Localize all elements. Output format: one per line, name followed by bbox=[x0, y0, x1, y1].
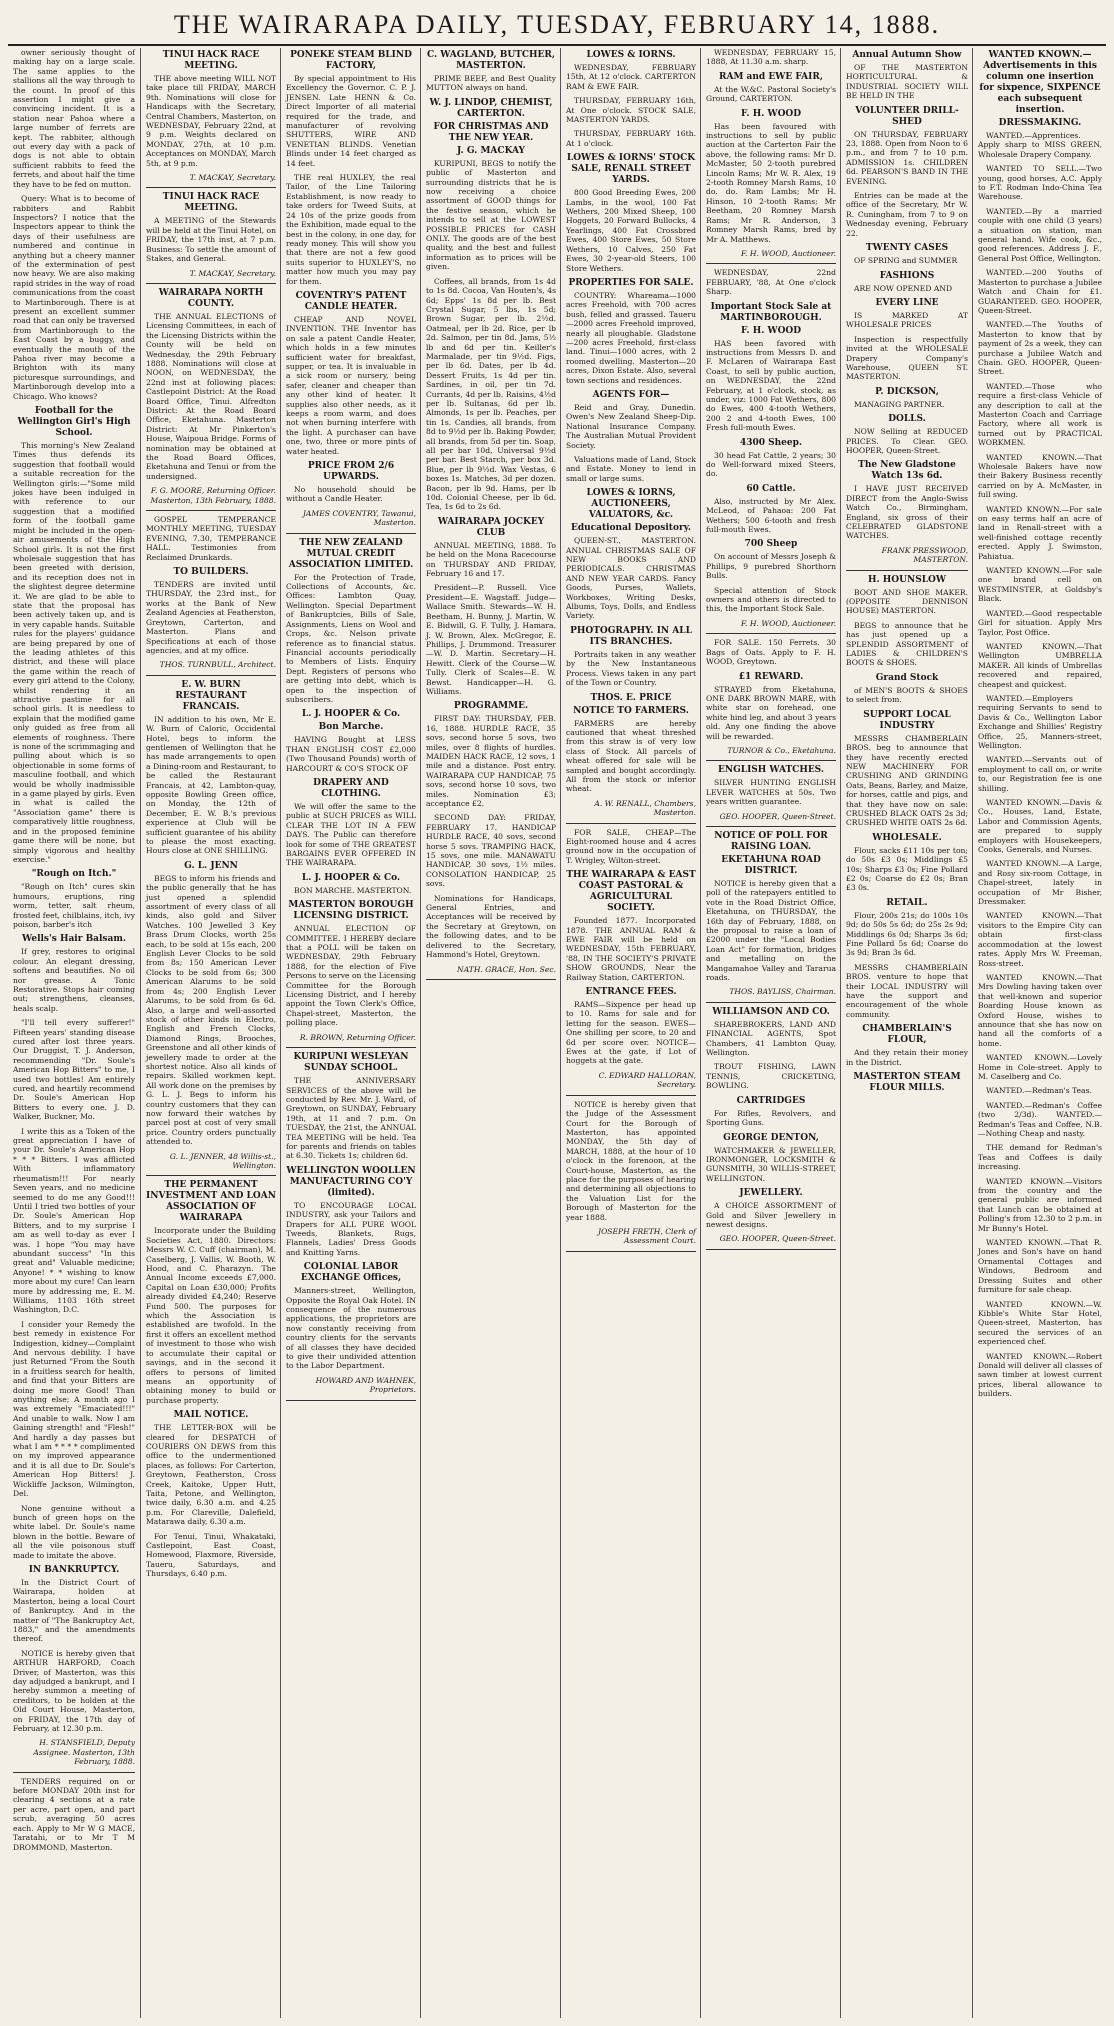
ad-heading: The New Gladstone Watch 13s 6d. bbox=[858, 460, 956, 482]
article-paragraph: Incorporate under the Building Societies Act, 1880. Directors: Messrs W. C. Cuff (chairman), M. Caselberg, J. Vallis, W. Booth, W. Hood, and C. Pharazyn. The Annual Income exceeds £7,000. Capital on Loan £30,000; Profits already divided £4,240; Reserve Fund 500. The purposes for which the Association is established are twofold. In the first it offers an excellent method of investment to those who wish to accumulate their capital or savings, and in the second it offers to persons of limited means an opportunity of obtaining money to build or purchase property. bbox=[146, 1226, 276, 1405]
article-paragraph: COUNTRY: Whareama—1000 acres Freehold, with 700 acres bush, felled and grassed. Taueru—2000 acres Freehold improved, nearly all ploughable. Gladstone—200 acres Freehold, first-class land. Tinui—1000 acres, with 2 roomed dwelling. Masterton—20 acres, Dixon Estate. Also, several town sections and residences. bbox=[566, 290, 696, 385]
ad-heading: TINUI HACK RACE MEETING. bbox=[162, 50, 260, 71]
article-paragraph: KURIPUNI, BEGS to notify the public of Masterton and surrounding districts that he is now receiving a choice assortment of GOOD things for the festive season, which he intends to sell at the LOWEST POSSIBLE PRICES for CASH ONLY. The goods are of the best quality, and the best and fullest information as to prices will be given. bbox=[426, 158, 556, 272]
article-paragraph: QUEEN-ST., MASTERTON. ANNUAL CHRISTMAS SALE OF NEW BOOKS AND PERIODICALS. CHRISTMAS AND NEW YEAR CARDS. Fancy Goods, Purses, Wallets, Workboxes, Writing Desks, Albums, Toys, Dolls, and Endless Variety. bbox=[566, 536, 696, 621]
ad-heading: L. J. HOOPER & Co. bbox=[301, 709, 401, 720]
article-paragraph: SHAREBROKERS, LAND AND FINANCIAL AGENTS, Spot Chambers, 41 Lambton Quay, Wellington. bbox=[706, 1019, 836, 1058]
article-paragraph: Portraits taken in any weather by the New Instantaneous Process. Views taken in any part of the Town or Country. bbox=[566, 649, 696, 688]
article-paragraph: Query: What is to become of rabbiters and Rabbit Inspectors? I notice that the Inspectors appear to think the days of their usefulness are numbered and continue in anything but a cheery manner of the extermination of pest now heavy. We are also making rapid strides in the way of road communications from the coast to Martinborough. There is at present an excellent summer road that can only be traversed from Martinborough to the East Coast by a buggy, and eventually the mouth of the Pahoa river may become a Brighton with its many picturesque surroundings, and Martinborough develop into a Chicago. Who knows? bbox=[13, 194, 135, 401]
ad-heading: G. L. JENN bbox=[184, 860, 238, 871]
article-paragraph: Also, instructed by Mr Alex. McLeod, of Pahaoa: 200 Fat Wethers; 500 6-tooth and fresh full-mouth Ewes. bbox=[706, 496, 836, 535]
ad-heading: THE PERMANENT INVESTMENT AND LOAN ASSOCIATION OF WAIRARAPA bbox=[146, 1180, 276, 1224]
article-paragraph: ANNUAL MEETING, 1888. To be held on the Mona Racecourse on THURSDAY AND FRIDAY, February 16 and 17. bbox=[426, 540, 556, 579]
article-paragraph: WANTED.—Redman's Coffee (two 2/3d). WANTED.—Redman's Teas and Coffee, N.B.—Nothing Cheap and nasty. bbox=[978, 1100, 1102, 1138]
ad-signature: T. MACKAY, Secretary. bbox=[189, 173, 276, 183]
ad-divider bbox=[566, 1095, 696, 1096]
ad-heading: RAM and EWE FAIR, bbox=[719, 71, 823, 82]
ad-heading: DOLLS. bbox=[888, 414, 926, 425]
ad-signature: FRANK PRESSWOOD, MASTERTON. bbox=[881, 545, 968, 565]
ad-heading: EKETAHUNA ROAD DISTRICT. bbox=[721, 854, 821, 876]
article-paragraph: TENDERS are invited until THURSDAY, the 23rd inst., for works at the Bank of New Zealand Agencies at Featherston, Greytown, Carterton, and Masterton. Plans and Specifications at each of those agencies, and at my office. bbox=[146, 580, 276, 655]
article-paragraph: WANTED KNOWN.—For sale one brand cell on WESTMINSTER, at Goldsby's Black. bbox=[978, 566, 1102, 604]
ad-heading: NOTICE OF POLL FOR RAISING LOAN. bbox=[714, 830, 828, 852]
article-paragraph: President—P. Russell. Vice President—E. Wagstaff. Judge—Wallace Smith. Stewards—W. H. Beetham, H. Bunny, J. Martin, W. E. Bidwill, G. F. Tully, J. Hamara, J. W. Brown, Alex. McGregor, E. Phillips, J. Drummond. Treasurer—W. D. Martin. Secretary—H. Hewitt. Clerk of the Course—W. Tully. Clerk of Scales—E. W. Bewst. Handicapper—H. G. Williams. bbox=[426, 583, 556, 696]
ad-heading: DRESSMAKING. bbox=[998, 118, 1082, 128]
article-paragraph: WATCHMAKER & JEWELLER, IRONMONGER, LOCKSMITH & GUNSMITH, 30 WILLIS-STREET, WELLINGTON. bbox=[706, 1145, 836, 1183]
article-paragraph: WANTED KNOWN.—That R. Jones and Son's have on hand Ornamental Cottages and Windows, Bedroom and Dressing Suites and other furniture for sale cheap. bbox=[978, 1238, 1102, 1295]
ad-signature: F. G. MOORE, Returning Officer. Masterton, 13th February, 1888. bbox=[150, 486, 276, 505]
article-paragraph: 800 Good Breeding Ewes, 200 Lambs, in the wool, 100 Fat Wethers, 200 Mixed Sheep, 100 Hoggets, 20 Forward Bullocks, 4 Yearlings, 400 Fat Crossbred Ewes, 400 Store Ewes, 50 Store Wethers, 10 Calves, 250 Fat Ewes, 30 2-year-old Steers, 100 Store Wethers. bbox=[566, 188, 696, 273]
ad-heading: C. WAGLAND, BUTCHER, MASTERTON. bbox=[426, 50, 556, 71]
ad-signature: NATH. GRACE, Hon. Sec. bbox=[457, 964, 556, 974]
article-paragraph: WANTED.—Good respectable Girl for situation. Apply Mrs Taylor, Post Office. bbox=[978, 608, 1102, 637]
article-paragraph: MANAGING PARTNER. bbox=[854, 399, 945, 409]
article-paragraph: WANTED KNOWN.—That Wholesale Bakers have now their Bakery Business recently carried on by A. McMaster, in full swing. bbox=[978, 452, 1102, 500]
article-paragraph: By special appointment to His Excellency the Governor. C. P. J. JENSEN. Late HENN & Co. Direct Importer of all material required for the trade, and manufacturer of revolving SHUTTERS, WIRE AND VENETIAN BLINDS. Venetian Blinds under 14 feet charged as 14 feet. bbox=[286, 74, 416, 168]
ad-divider bbox=[846, 570, 968, 571]
article-paragraph: WANTED KNOWN.—Davis & Co., Houses, Land, Estate, Labor and Commission Agents, are prepared to supply employers with Housekeepers, Cooks, Generals, and Nurses. bbox=[978, 798, 1102, 855]
ad-heading: GEORGE DENTON, bbox=[723, 1132, 819, 1143]
article-paragraph: I write this as a Token of the great appreciation I have of your Dr. Soule's American Hop * * * Bitters. I was afflicted With inflammatory rheumatism!!! For nearly Seven years, and no medicine seemed to do me any Good!!! Until I tried two bottles of your Dr. Soule's American Hop Bitters, and to my surprise I am as well to-day as ever I was. I hope "You may have abundant success" "In this great and" Valuable medicine; Anyone! * * wishing to know more about my cure! Can learn more by addressing me, E. M. Williams, 1103 16th street Washington, D.C. bbox=[13, 1126, 135, 1315]
ad-signature: H. STANSFIELD, Deputy Assignee. Masterton, 13th February, 1888. bbox=[33, 1738, 135, 1767]
ad-signature: R. BROWN, Returning Officer. bbox=[299, 1032, 416, 1042]
ad-heading: Important Stock Sale at MARTINBOROUGH. bbox=[710, 301, 832, 323]
ad-divider bbox=[146, 283, 276, 284]
ad-divider bbox=[146, 510, 276, 511]
column-2 bbox=[140, 48, 281, 2018]
article-paragraph: HAS been favored with instructions from Messrs D. and F. McLaren of Wairarapa East Coast, to sell by public auction, on WEDNESDAY, the 22nd February, at 1 o'clock, stock, as under, viz: 1000 Fat Wethers, 800 do Ewes, 400 4-tooth Wethers, 200 2 and 4-tooth Ewes, 100 Fresh full-mouth Ewes. bbox=[706, 338, 836, 433]
ad-heading: FOR CHRISTMAS AND THE NEW YEAR. bbox=[433, 121, 549, 143]
column-4 bbox=[420, 48, 561, 2018]
article-paragraph: FIRST DAY: THURSDAY, FEB. 16, 1888. HURDLE RACE, 35 sovs, second horse 5 sovs, two miles, over 8 flights of hurdles. MAIDEN HACK RACE, 12 sovs, 1 mile and a distance. Post entry. WAIRARAPA CUP HANDICAP, 75 sovs, second horse 10 sovs, two miles. Nomination £3; acceptance £2. bbox=[426, 714, 556, 808]
ad-signature: A. W. RENALL, Chambers, Masterton. bbox=[594, 798, 696, 818]
ad-heading: DRAPERY AND CLOTHING. bbox=[313, 777, 389, 799]
ad-heading: PRICE FROM 2/6 UPWARDS. bbox=[307, 461, 395, 483]
article-paragraph: WANTED.—Those who require a first-class Vehicle of any description to call at the Masterton Coach and Carriage Factory, where all work is turned out by PRACTICAL WORKMEN. bbox=[978, 381, 1102, 448]
ad-heading: THOS. E. PRICE bbox=[590, 692, 672, 703]
article-paragraph: OF THE MASTERTON HORTICULTURAL & INDUSTRIAL SOCIETY WILL BE HELD IN THE bbox=[846, 63, 968, 101]
ad-heading: W. J. LINDOP, CHEMIST, CARTERTON. bbox=[429, 97, 553, 119]
article-paragraph: BEGS to announce that he has just opened up a SPLENDID ASSORTMENT of LADIES & CHILDREN'S BOOTS & SHOES. bbox=[846, 620, 968, 668]
ad-heading: RETAIL. bbox=[886, 897, 928, 908]
article-paragraph: TENDERS required on or before MONDAY 20th inst for clearing 4 sections at a rate per acre, part open, and part scrub, averaging 50 acres each. Apply to Mr W G MACE, Taratahi, or to Mr T M DROMMOND, Masterton. bbox=[13, 1776, 135, 1852]
ad-heading: KURIPUNI WESLEYAN SUNDAY SCHOOL. bbox=[293, 1052, 409, 1074]
article-paragraph: NOTICE is hereby given that a poll of the ratepayers entitled to vote in the Road District Office, Eketahuna, on THURSDAY, the 16th day of February, 1888, on the proposal to raise a loan of £2000 under the "Local Bodies Loan Act" for formation, bridges and metalling on the Mangamahoe Valley and Tararua roads. bbox=[706, 878, 836, 983]
ad-divider bbox=[286, 1047, 416, 1048]
ad-divider bbox=[146, 187, 276, 188]
column-6 bbox=[700, 48, 841, 2018]
article-paragraph: WANTED KNOWN.—W. Kibble's White Star Hotel, Queen-street, Masterton, has secured the services of an experienced chef. bbox=[978, 1299, 1102, 1347]
article-paragraph: TO ENCOURAGE LOCAL INDUSTRY, ask your Tailors and Drapers for ALL PURE WOOL Tweeds, Blankets, Rugs, Flannels, Ladies' Dress Goods and Knitting Yarns. bbox=[286, 1200, 416, 1257]
article-paragraph: THE ANNUAL ELECTIONS of Licensing Committees, in each of the Licensing Districts within the County will be held on Wednesday, the 29th February 1888. Nominations will close at NOON, on WEDNESDAY, the 22nd inst at following places: Castlepoint District: At the Road Board Office, Tinui. Alfredton District: At the Road Board Office, Eketahuna. Masterton District: At Mr Pinkerton's House, Waipoua Bridge. Forms of nomination may be obtained at the Road Board Offices, Eketahuna and Tenui or from the undersigned. bbox=[146, 311, 276, 481]
column-1 bbox=[8, 48, 140, 2018]
article-paragraph: I HAVE JUST RECEIVED DIRECT from the Anglo-Swiss Watch Co., Birmingham, England, six gross of their CELEBRATED GLADSTONE WATCHES. bbox=[846, 484, 968, 541]
article-paragraph: WEDNESDAY, FEBRUARY 15, 1888, At 11.30 a.m. sharp. bbox=[706, 48, 836, 67]
ad-signature: THOS. BAYLISS, Chairman. bbox=[729, 987, 836, 997]
ad-signature: T. MACKAY, Secretary. bbox=[189, 268, 276, 278]
ad-heading: CHAMBERLAIN'S FLOUR, bbox=[862, 1024, 952, 1046]
article-paragraph: Inspection is respectfully invited at the WHOLESALE Drapery Company's Warehouse, QUEEN ST. MASTERTON. bbox=[846, 334, 968, 382]
ad-heading: WANTED KNOWN.—Advertisements in this column one insertion for sixpence, SIXPENCE each subsequent insertion. bbox=[979, 50, 1101, 115]
ad-heading: E. W. BURN RESTAURANT FRANCAIS. bbox=[175, 679, 247, 712]
ad-heading: 4300 Sheep. bbox=[739, 437, 803, 448]
ad-heading: F. H. WOOD bbox=[740, 108, 802, 119]
article-paragraph: For Rifles, Revolvers, and Sporting Guns. bbox=[706, 1108, 836, 1128]
article-paragraph: 30 head Fat Cattle, 2 years; 30 do Well-forward mixed Steers, do. bbox=[706, 450, 836, 479]
article-paragraph: THURSDAY, FEBRUARY 16th, At One o'clock. STOCK SALE, MASTERTON YARDS. bbox=[566, 96, 696, 125]
ad-signature: C. EDWARD HALLORAN, Secretary. bbox=[598, 1070, 696, 1090]
ad-heading: TINUI HACK RACE MEETING. bbox=[162, 192, 260, 214]
masthead-title: THE WAIRARAPA DAILY, TUESDAY, FEBRUARY 14, 1888. bbox=[173, 10, 941, 39]
article-paragraph: WANTED KNOWN.—That visitors to the Empire City can obtain first-class accommodation at the lowest rates. Apply Mrs W. Freeman, Ross-street. bbox=[978, 911, 1102, 968]
article-paragraph: WANTED.—By a married couple with one child (3 years) a situation on station, man general hand. Wife cook, &c., good references. Address J. F., General Post Office, Wellington. bbox=[978, 206, 1102, 263]
masthead bbox=[0, 10, 1114, 46]
column-8 bbox=[972, 48, 1107, 2018]
article-paragraph: Founded 1877. Incorporated 1878. THE ANNUAL RAM & EWE FAIR will be held on WEDNESDAY, 15th FEBRUARY, '88, IN THE SOCIETY'S PRIVATE SHOW GROUNDS, Near the Railway Station, CARTERTON. bbox=[566, 916, 696, 982]
article-paragraph: On account of Messrs Joseph & Phillips, 9 purebred Shorthorn Bulls. bbox=[706, 552, 836, 581]
article-paragraph: This morning's New Zealand Times thus defends its suggestion that football would a suitable recreation for the Wellington girls:—"Some mild jokes have been indulged in with reference to our suggestion that a modified form of the football game might be included in the open-air amusements of the High School girls. It is not the first wholesale suggestion that has been greeted with derision, and its reception does not in the slightest degree determine it. We are glad to be able to state that the proposal has been actively taken up, and is in very capable hands. Suitable rules for the players' guidance are being prepared by one of the leading athletes of this district, and these will place the game within the reach of every girl attend to the Colony, whilst rendering it an attractive pastime for all school girls. It is needless to explain that the modified game only guided as free from all elements of roughness. There is none of the scrimmaging and pulling about which is so objectionable in some forms of masculine football, and which would be wholly inadmissible in a game played by girls. Even in what is called the "Association game" there is comparatively little roughness, and in the proposed feminine game there will be none, but simply vigorous and healthy exercise." bbox=[13, 441, 135, 864]
article-paragraph: WANTED.—Employers requiring Servants to send to Davis & Co., Wellington Labor Exchange and Shillies' Registry Office, 25, Manners-street, Wellington. bbox=[978, 693, 1102, 750]
ad-heading: WAIRARAPA NORTH COUNTY. bbox=[158, 287, 264, 309]
column-3 bbox=[280, 48, 421, 2018]
ad-divider bbox=[286, 1400, 416, 1401]
ad-heading: Annual Autumn Show bbox=[852, 50, 962, 60]
column-5 bbox=[560, 48, 701, 2018]
article-paragraph: A CHOICE ASSORTMENT of Gold and Silver Jewellery in newest designs. bbox=[706, 1201, 836, 1229]
article-paragraph: Reid and Gray, Dunedin. Owen's New Zealand Sheep-Dip. National Insurance Company. The Australian Mutual Provident Society. bbox=[566, 402, 696, 450]
article-paragraph: WEDNESDAY, 22nd FEBRUARY, '88, At One o'clock Sharp. bbox=[706, 268, 836, 297]
ad-signature: TURNOR & Co., Eketahuna. bbox=[727, 745, 836, 755]
article-paragraph: Has been favoured with instructions to sell by public auction at the Carterton Fair the above, the following rams: Mr D. McMaster, 50 2-tooth purebred Lincoln Rams; Mr W. R. Alex, 19 2-tooth Romney Marsh Rams, 10 do. do. Ram Lambs; Mr H. Hinson, 10 2-tooth Rams; Mr Beetham, 20 Romney Marsh Rams; Mr R. Anderson, 3 Romney Marsh Rams, bred by Mr A. Matthews. bbox=[706, 121, 836, 244]
ad-divider bbox=[146, 675, 276, 676]
ad-heading: "Rough on Itch." bbox=[31, 869, 117, 880]
ad-divider bbox=[426, 979, 556, 980]
ad-signature: F. H. WOOD, Auctioneer. bbox=[740, 248, 836, 258]
article-paragraph: At the W.&C. Pastoral Society's Ground, CARTERTON. bbox=[706, 84, 836, 104]
ad-heading: AGENTS FOR— bbox=[592, 389, 670, 400]
article-paragraph: FOR SALE. 150 Ferrets. 30 Bags of Oats. Apply to F. H. WOOD, Greytown. bbox=[706, 638, 836, 667]
article-paragraph: And they retain their money in the District. bbox=[846, 1048, 968, 1067]
ad-divider bbox=[566, 823, 696, 824]
ad-divider bbox=[706, 263, 836, 264]
article-paragraph: "I'll tell every sufferer!" Fifteen years' standing disease cured after lost three years. Our Druggist, T. J. Anderson, recommending "Dr. Soule's American Hop Bitters" to me, I used two bottles! Am entirely cured, and heartily recommend Dr. Soule's American Hop Bitters to every one. J. D. Walker, Buckner, Mo. bbox=[13, 1018, 135, 1122]
ad-heading: ENTRANCE FEES. bbox=[585, 987, 677, 998]
article-paragraph: THE real HUXLEY, the real Tailor, of the Line Tailoring Establishment, is now ready to take orders for Tweed Suits, at 24 10s of the prize goods from the Exhibition, made equal to the best in the colony, in one day, for ready money. This will show you that there are not a few good suits superior to HUXLEY'S, no matter how much you may pay for them. bbox=[286, 173, 416, 286]
article-paragraph: OF SPRING and SUMMER bbox=[854, 256, 958, 266]
article-paragraph: Entries can be made at the office of the Secretary, Mr W. R. Cuningham, from 7 to 9 on Wednesday evening, February 22. bbox=[846, 191, 968, 238]
article-paragraph: NOW Selling at REDUCED PRICES. To Clear. GEO. HOOPER, Queen-Street. bbox=[846, 427, 968, 455]
article-paragraph: CHEAP AND NOVEL INVENTION. THE Inventor has on sale a patent Candle Heater, which holds in a few minutes sufficient water for breakfast, supper, or tea. It is invaluable in a sick room or nursery, being safer, cleaner and cheaper than any other kind of heater. It supplies also other needs, as it keeps a room warm, and does not when burning interfere with the light. A purchaser can have one, two, three or more pints of water heated. bbox=[286, 314, 416, 456]
article-paragraph: STRAYED from Eketahuna, ONE DARK BROWN MARE, with white star on forehead, one white hind leg, and about 3 years old. Any one finding the above will be rewarded. bbox=[706, 684, 836, 741]
article-paragraph: ANNUAL ELECTION OF COMMITTEE. I HEREBY declare that a POLL will be taken on WEDNESDAY, 29th February 1888, for the election of Five Persons to serve on the Licensing Committee for the Borough Licensing District, and I hereby appoint the Town Clerk's Office, Chapel-street, Masterton, the polling place. bbox=[286, 924, 416, 1028]
ad-heading: COLONIAL LABOR EXCHANGE Offices, bbox=[300, 1262, 402, 1284]
article-paragraph: RAMS—Sixpence per head up to 10. Rams for sale and for letting for the season. EWES—One shilling per score, to 20 and 6d per score over. NOTICE—Ewes at the gate, if Lot of hoggets at the gate. bbox=[566, 1000, 696, 1066]
ad-heading: PROPERTIES FOR SALE. bbox=[568, 277, 694, 288]
article-paragraph: WANTED KNOWN.—Robert Donald will deliver all classes of sawn timber at lowest current prices, liberal allowance to builders. bbox=[978, 1351, 1103, 1399]
article-paragraph: Coffees, all brands, from 1s 4d to 1s 8d. Cocoa, Van Houten's, 4s 6d; Epps' 1s 8d per lb. Best Crystal Sugar, 5 lbs, 1s 5d; Brown Sugar, per lb. 2½d. Oatmeal, per lb 2d. Rice, per lb 2d. Salmon, per tin 8d. Jams, 5½ lb and 6d per tin. Keiller's Marmalade, per tin 9½d. Figs, per lb 6d. Dates, per lb 4d. Dessert Fruits, 1s 4d per tin. Sardines, in oil, per tin 7d. Currants, 4d per lb. Raisins, 4½d per lb. Sultanas, 6d per lb. Almonds, 1s per lb. Peaches, per tin 1s. Candies, all brands, from 8d to 9½d per lb. Baking Powder, all brands, from 5d per tin. Soap, all per bar 10d, Universal 9½d per bar. Best Starch, per box 3d. Blue, per lb 9½d. Wax Vestas, 6 boxes 1s. Matches, 3d per dozen. Bacon, per lb 9d. Hams, per lb 10d. Colonial Cheese, per lb 6d. Tea, 1s 6d to 2s 6d. bbox=[426, 276, 556, 512]
article-paragraph: WANTED.—The Youths of Masterton to know that by payment of 2s a week, they can purchase a Jubilee Watch and Chain. GEO. HOOPER, Queen-Street. bbox=[978, 320, 1102, 377]
ad-heading: TWENTY CASES bbox=[865, 243, 949, 254]
ad-heading: WILLIAMSON AND CO. bbox=[712, 1006, 830, 1017]
ad-divider bbox=[146, 1175, 276, 1176]
ad-heading: WAIRARAPA JOCKEY CLUB bbox=[437, 516, 545, 538]
article-paragraph: of MEN'S BOOTS & SHOES to select from. bbox=[846, 685, 968, 705]
ad-heading: VOLUNTEER DRILL-SHED bbox=[855, 105, 959, 127]
ad-divider bbox=[706, 760, 836, 761]
article-paragraph: BEGS to inform his friends and the public generally that he has just opened a splendid assortment of every class of all kinds, also gold and Silver Watches. 100 Jewelled 3 Key Brass Drum Clocks, worth 25s each, to be sold at 15s each, 200 English Lever Clocks to be sold from 8s; 150 American Lever Clocks to be sold from 6s; 300 American Alarums to be sold from 4s; 200 English Lever Alarums, to be sold from 6s 6d. Also, a large and well-assorted stock of other kinds in Electro, English and French Clocks, Diamond Rings, Brooches, Greenstone and all other kinds of jewellery made to order at the shortest notice. Also all kinds of repairs. Skilled workmen kept. All work done on the premises by G. L. J. Begs to inform his country customers that they can now forward their watches by parcel post at cost of very small price. Country orders punctually attended to. bbox=[146, 873, 276, 1147]
article-paragraph: WANTED KNOWN.—That Wellington UMBRELLA MAKER. All kinds of Umbrellas recovered and repaired, cheapest and quickest. bbox=[978, 641, 1102, 689]
ad-heading: CARTRIDGES bbox=[736, 1095, 806, 1106]
ad-divider bbox=[706, 1249, 836, 1250]
article-paragraph: WANTED.—Servants out of employment to call on, or write to, our Registration fee is one shilling. bbox=[978, 755, 1102, 793]
article-paragraph: THE ANNIVERSARY SERVICES of the above will be conducted by Rev. Mr. J. Ward, of Greytown, on SUNDAY, February 19th, at 11 and 7 p.m. On TUESDAY, the 21st, the ANNUAL TEA MEETING will be held. Tea for parents and friends on tables at 6.30. Tickets 1s; children 6d. bbox=[286, 1076, 416, 1161]
ad-heading: L. J. HOOPER & Co. bbox=[301, 872, 401, 883]
article-paragraph: BON MARCHE. MASTERTON. bbox=[294, 885, 412, 895]
ad-heading: THE NEW ZEALAND MUTUAL CREDIT ASSOCIATION LIMITED. bbox=[288, 537, 414, 570]
article-paragraph: MESSRS CHAMBERLAIN BROS. venture to hope that their LOCAL INDUSTRY will have the support and encouragement of the whole community. bbox=[846, 962, 968, 1019]
ad-heading: NOTICE TO FARMERS. bbox=[573, 705, 689, 716]
ad-heading: JEWELLERY. bbox=[739, 1188, 803, 1199]
article-paragraph: In the District Court of Wairarapa, holden at Masterton, being a local Court of Bankruptcy. And in the matter of "The Bankruptcy Act, 1883," and the amendments thereof. bbox=[13, 1577, 135, 1644]
article-paragraph: ARE NOW OPENED AND bbox=[854, 283, 953, 293]
article-paragraph: "Rough on Itch" cures skin humours, eruptions, ring worm, tetter, salt rheum, frosted feet, chilblains, itch, ivy poison, barber's itch bbox=[13, 882, 135, 929]
ad-heading: Wells's Hair Balsam. bbox=[21, 934, 126, 945]
article-paragraph: None genuine without a bunch of green hops on the white label. Dr. Soule's name blown in the bottle. Beware of all the vile poisonous stuff made to imitate the above. bbox=[13, 1503, 135, 1560]
ad-heading: MASTERTON STEAM FLOUR MILLS. bbox=[853, 1072, 961, 1094]
ad-heading: H. HOUNSLOW bbox=[868, 574, 946, 585]
ad-heading: COVENTRY'S PATENT CANDLE HEATER. bbox=[295, 290, 407, 312]
ad-heading: F. H. WOOD bbox=[740, 325, 802, 336]
ad-heading: MAIL NOTICE. bbox=[173, 1410, 249, 1421]
article-paragraph: IN addition to his own, Mr E. W. Burn of Caloric, Occidental Hotel, begs to inform the gentlemen of Wellington that he has made arrangements to open a Dining-room and Restaurant, to be called the Restaurant Francais, at 42, Lambton-quay, opposite Bowling Green office, on Monday, the 12th of December, E. W. B.'s previous experience at Club will be sufficient guarantee of his ability to please the most exacting. Hours close at ONE SHILLING. bbox=[146, 714, 276, 856]
article-paragraph: THE LETTER-BOX will be cleared for DESPATCH of COURIERS ON DEWS from this office to the undermentioned places, as follows: For Carterton, Greytown, Featherston, Cross Creek, Kaitoke, Upper Hutt, Taita, Petone, and Wellington, twice daily, 6.30 a.m. and 4.25 p.m. For Clareville, Dalefield, Matarawa daily, 6.30 a.m. bbox=[146, 1423, 276, 1527]
article-paragraph: FARMERS are hereby cautioned that wheat threshed from this straw is of very low class of Stock. All parcels of wheat offered for sale will be sampled and bought accordingly. All from the stock or inferior wheat. bbox=[566, 718, 696, 794]
article-paragraph: BOOT AND SHOE MAKER. (OPPOSITE DENNISON HOUSE) MASTERTON. bbox=[846, 587, 968, 616]
article-paragraph: WANTED TO SELL.—Two young, good horses, A.C. Apply to F.T. Rodman Indo-China Tea Warehouse. bbox=[978, 164, 1102, 202]
article-paragraph: WANTED KNOWN.—A Large, and Rosy six-room Cottage, in Chapel-street, lately in occupation of Mr Bisher, Dressmaker. bbox=[978, 859, 1102, 907]
ad-signature: JOSEPH FRETH, Clerk of Assessment Court. bbox=[598, 1226, 696, 1246]
ad-heading: £1 REWARD. bbox=[738, 671, 804, 682]
article-paragraph: FOR SALE, CHEAP—The Eight-roomed house and 4 acres ground now in the occupation of T. Wrigley, Wilton-street. bbox=[566, 827, 696, 865]
ad-heading: WHOLESALE. bbox=[872, 832, 942, 843]
article-paragraph: PRIME BEEF, and Best Quality MUTTON always on hand. bbox=[426, 74, 556, 93]
ad-heading: EVERY LINE bbox=[875, 297, 939, 308]
ad-heading: J. G. MACKAY bbox=[457, 145, 525, 156]
ad-heading: Football for the Wellington Girl's High School. bbox=[17, 406, 131, 439]
ad-heading: IN BANKRUPTCY. bbox=[28, 1564, 120, 1575]
article-paragraph: SILVER HUNTING ENGLISH LEVER WATCHES at 50s. Two years written guarantee. bbox=[706, 778, 836, 807]
article-paragraph: WANTED.—200 Youths of Masterton to purchase a Jubilee Watch and Chain for £1. GUARANTEED. GEO. HOOPER, Queen-Street. bbox=[978, 268, 1102, 315]
article-paragraph: NOTICE is hereby given that ARTHUR HARFORD, Coach Driver, of Masterton, was this day adjudged a bankrupt, and I hereby summon a meeting of creditors, to be holden at the Old Court House, Masterton, on FRIDAY, the 17th day of February, at 12.30 p.m. bbox=[13, 1648, 135, 1734]
ad-heading: LOWES & IORNS, AUCTIONEERS, VALUATORS, &c. bbox=[586, 488, 676, 521]
article-paragraph: GOSPEL TEMPERANCE MONTHLY MEETING, TUESDAY EVENING, 7.30, TEMPERANCE HALL. Testimonies from Reclaimed Drunkards. bbox=[146, 515, 276, 562]
ad-heading: MASTERTON BOROUGH LICENSING DISTRICT. bbox=[288, 900, 414, 922]
ad-signature: GEO. HOOPER, Queen-Street. bbox=[719, 811, 836, 821]
ad-divider bbox=[706, 826, 836, 827]
article-paragraph: WANTED KNOWN.—For sale on easy terms half an acre of land in Renall-street with a well-finished cottage recently erected. Apply J. Swimston, Pahiatua. bbox=[978, 504, 1102, 561]
article-paragraph: SECOND DAY: FRIDAY, FEBRUARY 17. HANDICAP HURDLE RACE, 40 sovs, second horse 5 sovs. TRAMPING HACK, 15 sovs, one mile. MANAWATU HANDICAP, 30 sovs, 1½ miles. CONSOLATION HANDICAP, 25 sovs. bbox=[426, 813, 556, 889]
article-paragraph: THE demand for Redman's Teas and Coffees is daily increasing. bbox=[978, 1143, 1102, 1172]
article-paragraph: Special attention of Stock owners and others is directed to this, the Important Stock Sale. bbox=[706, 585, 836, 614]
masthead-rule bbox=[8, 44, 1106, 46]
article-paragraph: Valuations made of Land, Stock and Estate. Money to lend in small or large sums. bbox=[566, 455, 696, 483]
ad-divider bbox=[706, 1002, 836, 1003]
ad-heading: TO BUILDERS. bbox=[173, 567, 249, 578]
column-7 bbox=[840, 48, 973, 2018]
article-paragraph: THE above meeting WILL NOT take place till FRIDAY, MARCH 9th. Nominations will close for Handicaps with the Secretary, Central Chambers, Masterton, on WEDNESDAY, February 22nd, at 9 p.m. Weights declared on MONDAY, 27th, at 10 p.m. Acceptances on MONDAY, March 5th, at 9 p.m. bbox=[146, 74, 276, 168]
article-paragraph: WANTED KNOWN.—That Mrs Dowling having taken over that well-known and superior Boarding House known as Oxford House, wishes to announce that she has now on hand all the comforts of a home. bbox=[978, 972, 1102, 1048]
ad-heading: PONEKE STEAM BLIND FACTORY, bbox=[290, 50, 412, 71]
ad-heading: SUPPORT LOCAL INDUSTRY bbox=[863, 709, 951, 731]
ad-heading: 60 Cattle. bbox=[746, 483, 796, 494]
article-paragraph: MESSRS CHAMBERLAIN BROS. beg to announce that they have recently erected NEW MACHINERY FOR CRUSHING AND GRINDING Oats, Beans, Barley, and Maize, for horses, cattle and pigs, and that they have now on sale: CRUSHED BLACK OATS 2s 3d; CRUSHED WHITE OATS 2s 6d. bbox=[846, 733, 968, 828]
article-paragraph: NOTICE is hereby given that the Judge of the Assessment Court for the Borough of Masterton, has appointed MONDAY, the 5th day of MARCH, 1888, at the hour of 10 o'clock in the forenoon, at the Court-house, Masterton, as the place for the purposes of hearing and determining all objections to the Valuation List for the Borough of Masterton for the year 1888. bbox=[566, 1099, 696, 1222]
ad-heading: Grand Stock bbox=[875, 672, 939, 683]
article-paragraph: ON THURSDAY, FEBRUARY 23, 1888. Open from Noon to 6 p.m., and from 7 to 10 p.m. ADMISSION 1s. CHILDREN 6d. PEARSON'S BAND IN THE EVENING. bbox=[846, 129, 968, 186]
article-paragraph: IS MARKED AT WHOLESALE PRICES bbox=[846, 310, 968, 330]
article-paragraph: Flour, sacks £11 10s per ton; do 50s £3 0s; Middlings £5 10s; Sharps £3 0s; Fine Pollard £2 0s; Coarse do £2 0s; Bran £3 0s. bbox=[846, 845, 968, 893]
article-paragraph: owner seriously thought of making hay on a large scale. The same applies to the stallions all the way through to the count. In proof of this assertion I might give a convincing incident. It is a station near Pahoa where a large number of ferrets are kept. The rabbiter, although out every day with a pack of dogs is not able to obtain sufficient rabbits to feed the ferrets, and about half the time they have to be fed on mutton. bbox=[13, 48, 135, 189]
ad-signature: F. H. WOOD, Auctioneer. bbox=[740, 618, 836, 628]
ad-signature: HOWARD AND WAHNEK, Proprietors. bbox=[315, 1375, 416, 1395]
ad-heading: PROGRAMME. bbox=[453, 701, 529, 712]
article-paragraph: WANTED.—Apprentices. Apply sharp to MISS GREEN, Wholesale Drapery Company. bbox=[978, 131, 1102, 159]
article-paragraph: For Tenui, Tinui, Whakataki, Castlepoint, East Coast, Homewood, Flaxmore, Riverside, Taueru, Saturdays, and Thursdays, 6.40 p.m. bbox=[146, 1531, 276, 1579]
article-paragraph: WANTED.—Redman's Teas. bbox=[986, 1086, 1092, 1096]
article-paragraph: THURSDAY, FEBRUARY 16th. At 1 o'clock. bbox=[566, 129, 696, 148]
article-paragraph: Flour, 200s 21s; do 100s 10s 9d; do 50s 5s 6d; do 25s 2s 9d; Middlings 6s 0d; Sharps 3s 6d; Fine Pollard 5s 6d; Coarse do 3s 9d; Bran 3s 6d. bbox=[846, 910, 968, 958]
article-paragraph: WANTED KNOWN.—Lovely Home in Cole-street. Apply to M. Caselberg and Co. bbox=[978, 1053, 1102, 1081]
article-paragraph: Nominations for Handicaps, General Entries, and Acceptances will be received by the Secretary at Greytown, on the following dates, and to be delivered to the Secretary, Hammond's Hotel, Greytown. bbox=[426, 893, 556, 960]
ad-divider bbox=[13, 1772, 135, 1773]
article-paragraph: If grey, restores to original colour. An elegant dressing, softens and beautifies. No oil nor grease. A Tonic Restorative. Stops hair coming out; strengthens, cleanses, heals scalp. bbox=[13, 947, 135, 1013]
ad-heading: LOWES & IORNS. bbox=[586, 50, 676, 60]
article-paragraph: A MEETING of the Stewards will be held at the Tinui Hotel, on FRIDAY, the 17th inst, at 7 p.m. Business: To settle the amount of Stakes, and General. bbox=[146, 216, 276, 264]
ad-divider bbox=[566, 1251, 696, 1252]
ad-heading: PHOTOGRAPHY. IN ALL ITS BRANCHES. bbox=[570, 625, 692, 647]
ad-heading: ENGLISH WATCHES. bbox=[717, 765, 824, 776]
ad-heading: FASHIONS bbox=[879, 270, 935, 281]
article-paragraph: We will offer the same to the public at SUCH PRICES as WILL CLEAR THE LOT IN A FEW DAYS. The Public can therefore look for some of THE GREATEST BARGAINS EVER OFFERED IN THE WAIRARAPA. bbox=[286, 801, 416, 868]
ad-signature: THOS. TURNBULL, Architect. bbox=[159, 660, 276, 670]
article-paragraph: No household should be without a Candle Heater. bbox=[286, 485, 416, 504]
article-paragraph: Manners-street, Wellington, Opposite the Royal Oak Hotel. IN consequence of the numerous applications, the proprietors are now constantly receiving from country clients for the servants of all classes they have decided to give their undivided attention to the Labor Department. bbox=[286, 1286, 416, 1371]
article-paragraph: WEDNESDAY, FEBRUARY 15th, At 12 o'clock. CARTERTON RAM & EWE FAIR. bbox=[566, 63, 696, 91]
article-paragraph: TROUT FISHING, LAWN TENNIS, CRICKETING, BOWLING. bbox=[706, 1062, 836, 1091]
ad-divider bbox=[286, 533, 416, 534]
ad-signature: GEO. HOOPER, Queen-Street. bbox=[719, 1234, 836, 1244]
ad-heading: Educational Depository. bbox=[570, 523, 692, 534]
ad-signature: JAMES COVENTRY, Tawanui, Masterton. bbox=[302, 508, 416, 528]
ad-heading: LOWES & IORNS' STOCK SALE, RENALL STREET YARDS. bbox=[566, 153, 696, 186]
ad-heading: THE WAIRARAPA & EAST COAST PASTORAL & AGRICULTURAL SOCIETY. bbox=[566, 870, 696, 914]
ad-heading: WELLINGTON WOOLLEN MANUFACTURING CO'Y (limited). bbox=[286, 1165, 416, 1198]
article-paragraph: For the Protection of Trade, Collections of Accounts, &c. Offices: Lambton Quay, Wellington. Special Department of Bankruptcies, Bills of Sale, Assignments, Liens on Wool and Crops, &c. Nelson private reference as to financial status. Financial accounts periodically to Members of Lists. Enquiry Dept. Registers of persons who are getting into debt, which is open to the inspection of subscribers. bbox=[286, 572, 416, 704]
ad-heading: 700 Sheep bbox=[744, 539, 798, 550]
article-paragraph: I consider your Remedy the best remedy in existence For Indigestion, kidney—Complaint And nervous debility. I have just Returned "From the South in a fruitless search for health, and find that your Bitters are doing me more Good! Than anything else; A month ago I was extremely "Emaciated!!!" And unable to walk. Now I am Gaining strength! and "Flesh!" And hardly a day passes but what I am * * * * complimented on my improved appearance and it is all due to Dr. Soule's American Hop Bitters! J. Wickliffe Jackson, Wilmington, Del. bbox=[13, 1319, 135, 1499]
ad-divider bbox=[706, 633, 836, 634]
article-paragraph: WANTED KNOWN.—Visitors from the country and the general public are informed that Lunch can be obtained at Polling's from 12.30 to 2 p.m. in Mr Bunny's Hotel. bbox=[978, 1176, 1102, 1233]
ad-signature: G. L. JENNER, 48 Willis-st., Wellington. bbox=[169, 1151, 276, 1170]
article-paragraph: HAVING Bought at LESS THAN ENGLISH COST £2,000 (Two Thousand Pounds) worth of HARCOURT & CO'S STOCK OF bbox=[286, 735, 416, 773]
ad-heading: Bon Marche. bbox=[318, 722, 384, 733]
ad-heading: P. DICKSON, bbox=[875, 386, 939, 397]
